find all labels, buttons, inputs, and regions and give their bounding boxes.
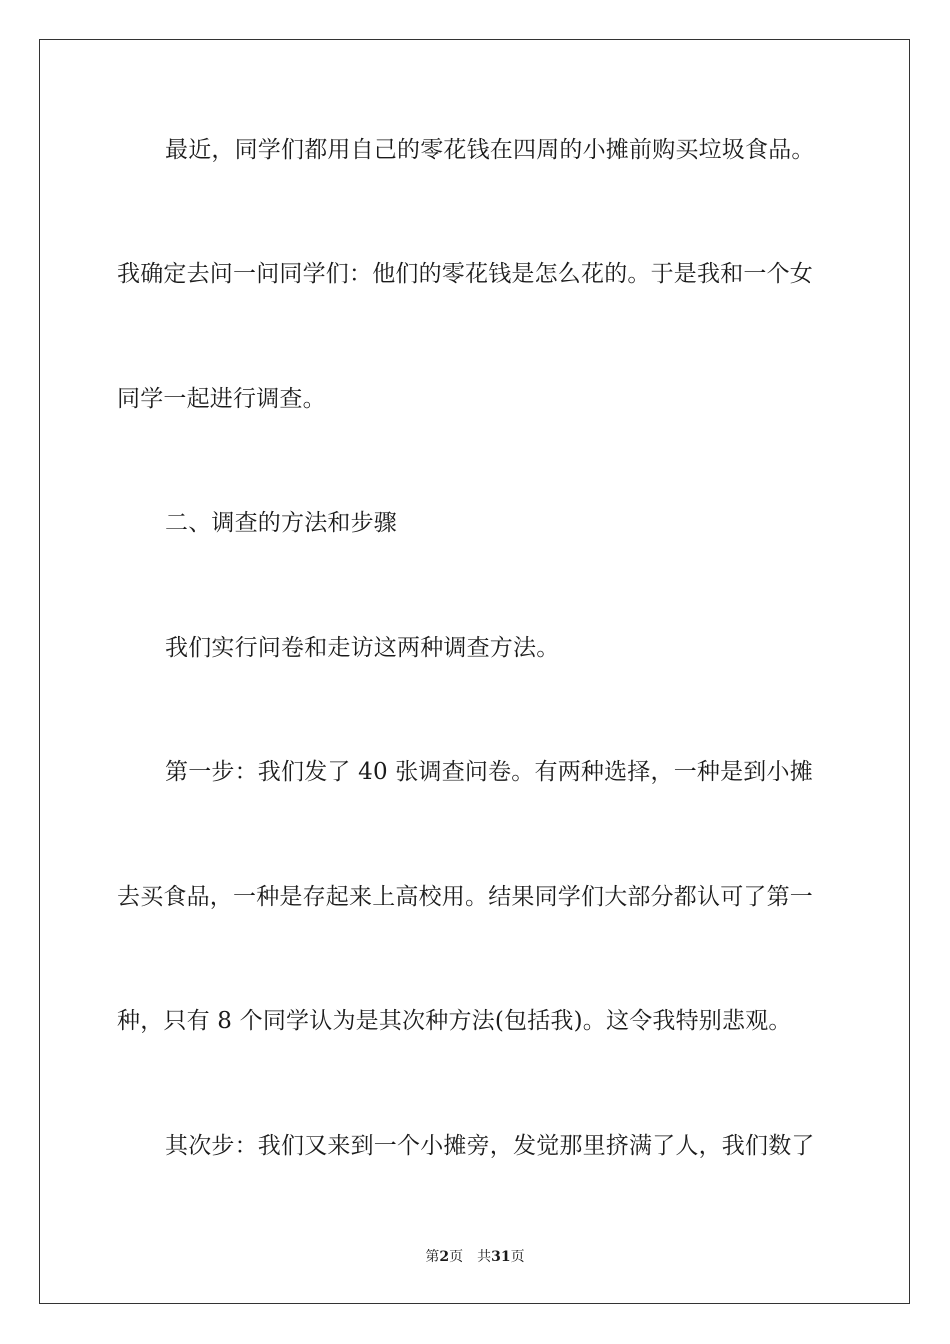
paragraph-line: 同学一起进行调查。 bbox=[117, 386, 326, 412]
page-footer bbox=[0, 1248, 950, 1266]
paragraph-line: 种，只有 8 个同学认为是其次种方法(包括我)。这令我特别悲观。 bbox=[117, 1008, 792, 1034]
paragraph-line: 最近，同学们都用自己的零花钱在四周的小摊前购买垃圾食品。 bbox=[165, 137, 815, 163]
section-heading: 二、调查的方法和步骤 bbox=[165, 510, 397, 536]
paragraph-line: 我确定去问一问同学们：他们的零花钱是怎么花的。于是我和一个女 bbox=[117, 261, 813, 287]
paragraph-line: 其次步：我们又来到一个小摊旁，发觉那里挤满了人，我们数了 bbox=[165, 1133, 815, 1159]
page-total: 共31页 bbox=[477, 1249, 525, 1265]
paragraph-line: 去买食品，一种是存起来上高校用。结果同学们大部分都认可了第一 bbox=[117, 884, 813, 910]
page-number: 第2页 bbox=[425, 1249, 464, 1265]
paragraph-line: 第一步：我们发了 40 张调查问卷。有两种选择，一种是到小摊 bbox=[165, 759, 813, 785]
paragraph-line: 我们实行问卷和走访这两种调查方法。 bbox=[165, 635, 560, 661]
page-border bbox=[39, 39, 910, 1304]
